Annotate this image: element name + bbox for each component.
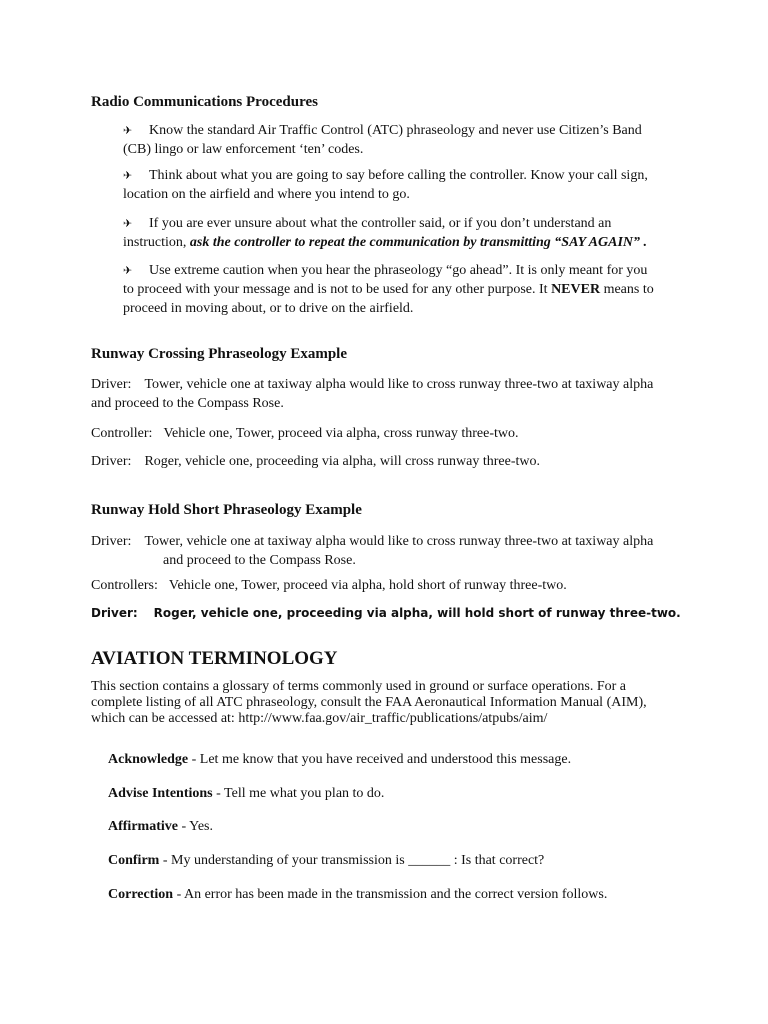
radio-item-1-line2: (CB) lingo or law enforcement ‘ten’ codes. bbox=[123, 142, 364, 157]
dialog-text: Tower, vehicle one at taxiway alpha would like to cross runway three-two at taxiway alpha bbox=[144, 377, 654, 392]
airplane-bullet-icon: ✈ bbox=[123, 169, 133, 182]
intro-line-1: This section contains a glossary of terms commonly used in ground or surface operations. For a bbox=[91, 679, 626, 694]
term-label: Acknowledge bbox=[108, 752, 189, 767]
terminology-heading: AVIATION TERMINOLOGY bbox=[91, 648, 338, 669]
radio-item-3-line2-prefix: instruction, bbox=[123, 235, 190, 250]
radio-item-2 bbox=[123, 166, 648, 204]
crossing-line-2 bbox=[91, 424, 519, 443]
dialog-text: Tower, vehicle one at taxiway alpha would like to cross runway three-two at taxiway alpha bbox=[144, 534, 654, 549]
term-definition: - Tell me what you plan to do. bbox=[212, 786, 385, 801]
intro-line-3: which can be accessed at: http://www.faa.gov/air_traffic/publications/atpubs/aim/ bbox=[91, 711, 548, 726]
speaker-label: Driver: bbox=[91, 454, 132, 469]
term-affirmative bbox=[108, 819, 213, 835]
radio-item-4-line1: Use extreme caution when you hear the phraseology “go ahead”. It is only meant for you bbox=[149, 263, 648, 278]
dialog-text: Vehicle one, Tower, proceed via alpha, hold short of runway three-two. bbox=[168, 578, 567, 593]
speaker-label: Controller: bbox=[91, 426, 153, 441]
holdshort-line-2 bbox=[91, 576, 567, 595]
term-confirm bbox=[108, 853, 544, 869]
radio-item-4-line2-suffix: means to bbox=[600, 282, 654, 297]
dialog-continuation: and proceed to the Compass Rose. bbox=[163, 553, 356, 568]
dialog-text: Roger, vehicle one, proceeding via alpha, will hold short of runway three-two. bbox=[153, 606, 681, 620]
never-emphasis: NEVER bbox=[551, 282, 601, 297]
term-label: Advise Intentions bbox=[108, 786, 213, 801]
airplane-bullet-icon: ✈ bbox=[123, 124, 133, 137]
dialog-continuation: and proceed to the Compass Rose. bbox=[91, 396, 284, 411]
speaker-label: Controllers: bbox=[91, 578, 158, 593]
radio-item-2-line1: Think about what you are going to say before calling the controller. Know your call sign, bbox=[149, 168, 648, 183]
term-definition: - My understanding of your transmission is ______ : Is that correct? bbox=[159, 853, 545, 868]
holdshort-heading: Runway Hold Short Phraseology Example bbox=[91, 502, 362, 518]
dialog-text: Vehicle one, Tower, proceed via alpha, cross runway three-two. bbox=[163, 426, 519, 441]
radio-item-4 bbox=[123, 261, 654, 318]
term-definition: - Yes. bbox=[177, 819, 213, 834]
term-acknowledge bbox=[108, 752, 571, 768]
term-advise-intentions bbox=[108, 786, 384, 802]
speaker-label: Driver: bbox=[91, 377, 132, 392]
term-definition: - An error has been made in the transmission and the correct version follows. bbox=[173, 887, 608, 902]
crossing-line-3 bbox=[91, 452, 540, 471]
intro-line-2: complete listing of all ATC phraseology, consult the FAA Aeronautical Information Manual (AIM), bbox=[91, 695, 647, 710]
radio-item-3-line1: If you are ever unsure about what the controller said, or if you don’t understand an bbox=[149, 216, 612, 231]
holdshort-line-3 bbox=[91, 606, 681, 620]
radio-item-1 bbox=[123, 121, 642, 159]
radio-item-4-line3: proceed in moving about, or to drive on the airfield. bbox=[123, 301, 414, 316]
say-again-instruction: ask the controller to repeat the communication by transmitting “SAY AGAIN” . bbox=[189, 235, 648, 250]
term-definition: - Let me know that you have received and understood this message. bbox=[188, 752, 572, 767]
radio-procedures-heading: Radio Communications Procedures bbox=[91, 94, 318, 110]
airplane-bullet-icon: ✈ bbox=[123, 217, 133, 230]
radio-item-3 bbox=[123, 214, 647, 252]
radio-item-2-line2: location on the airfield and where you intend to go. bbox=[123, 187, 410, 202]
crossing-heading: Runway Crossing Phraseology Example bbox=[91, 346, 347, 362]
airplane-bullet-icon: ✈ bbox=[123, 264, 133, 277]
dialog-text: Roger, vehicle one, proceeding via alpha, will cross runway three-two. bbox=[144, 454, 541, 469]
term-correction bbox=[108, 887, 607, 903]
term-label: Affirmative bbox=[108, 819, 178, 834]
term-label: Correction bbox=[108, 887, 174, 902]
holdshort-line-1 bbox=[91, 532, 653, 570]
speaker-label: Driver: bbox=[91, 534, 132, 549]
crossing-line-1 bbox=[91, 375, 653, 413]
terminology-intro bbox=[91, 679, 647, 727]
speaker-label: Driver: bbox=[91, 606, 138, 620]
term-label: Confirm bbox=[108, 853, 160, 868]
radio-item-4-line2-prefix: to proceed with your message and is not to be used for any other purpose. It bbox=[123, 282, 552, 297]
radio-item-1-line1: Know the standard Air Traffic Control (ATC) phraseology and never use Citizen’s Band bbox=[149, 123, 642, 138]
